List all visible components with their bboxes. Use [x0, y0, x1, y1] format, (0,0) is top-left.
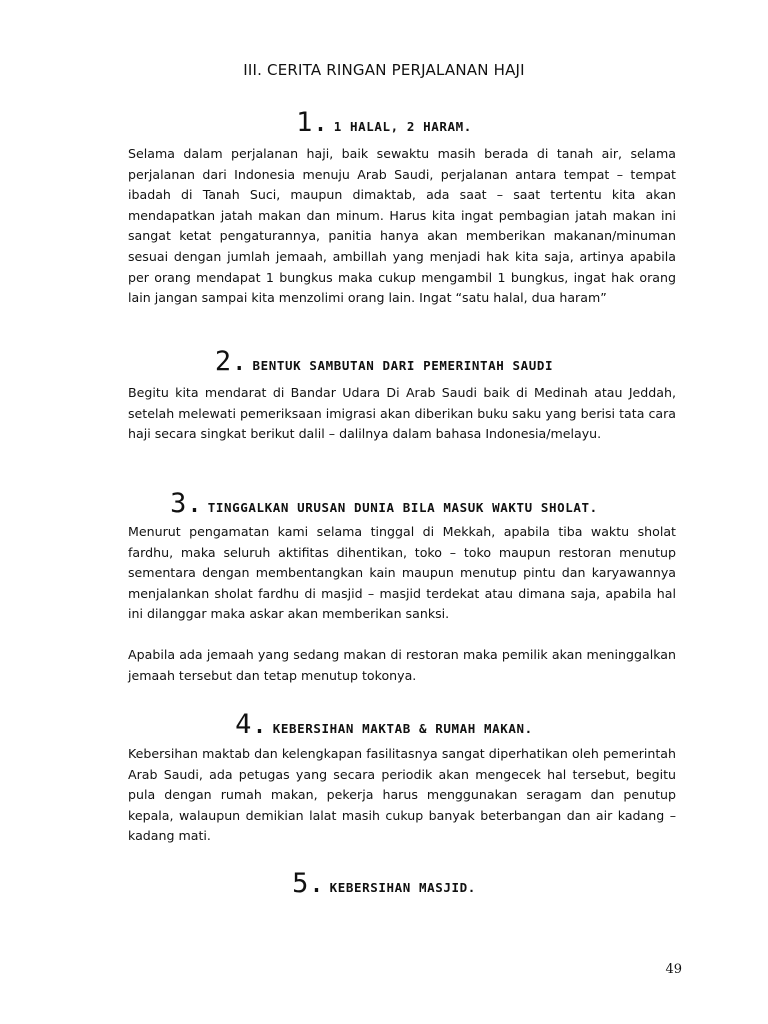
section-number: 1. — [296, 107, 329, 138]
section-2-paragraph: Begitu kita mendarat di Bandar Udara Di Arab Saudi baik di Medinah atau Jeddah, setelah melewati pemeriksaan imigrasi akan diberikan buku saku yang berisi tata cara haji secara singkat berikut dalil – dalilnya dalam bahasa Indonesia/melayu. — [128, 385, 676, 442]
section-1-paragraph: Selama dalam perjalanan haji, baik sewaktu masih berada di tanah air, selama perjalanan dari Indonesia menuju Arab Saudi, perjalanan antara tempat – tempat ibadah di Tanah Suci, maupun dimaktab, ada saat – saat tertentu kita akan mendapatkan jatah makan dan minum. Harus kita ingat pembagian jatah makan ini sangat ketat pengaturannya, panitia hanya akan memberikan makanan/minuman sesuai dengan jumlah jemaah, ambillah yang menjadi hak kita saja, artinya apabila per orang mendapat 1 bungkus maka cukup mengambil 1 bungkus, ingat hak orang lain jangan sampai kita menzolimi orang lain. Ingat “satu halal, dua haram” — [128, 146, 676, 306]
section-3-paragraph-2: Apabila ada jemaah yang sedang makan di restoran maka pemilik akan meninggalkan jemaah tersebut dan tetap menutup tokonya. — [128, 647, 676, 683]
section-heading-3 — [0, 488, 768, 519]
section-3-paragraph-1: Menurut pengamatan kami selama tinggal di Mekkah, apabila tiba waktu sholat fardhu, maka seluruh aktifitas dihentikan, toko – toko maupun restoran menutup sementara dengan membentangkan kain maupun menutup pintu dan karyawannya menjalankan sholat fardhu di masjid – masjid terdekat atau dimana saja, apabila hal ini dilanggar maka askar akan memberikan sanksi. — [128, 524, 676, 622]
section-heading-5 — [0, 868, 768, 899]
section-number: 4. — [235, 709, 268, 740]
section-title: 1 HALAL, 2 HARAM. — [333, 119, 472, 134]
section-title: KEBERSIHAN MASJID. — [329, 880, 476, 895]
section-heading-4 — [0, 709, 768, 740]
section-number: 2. — [214, 346, 248, 377]
section-4-paragraph: Kebersihan maktab dan kelengkapan fasilitasnya sangat diperhatikan oleh pemerintah Arab Saudi, ada petugas yang secara periodik akan mengecek hal tersebut, begitu pula dengan rumah makan, pekerja harus menggunakan seragam dan penutup kepala, walaupun demikian lalat masih cukup banyak beterbangan dan air kadang – kadang mati. — [128, 746, 676, 844]
section-title: KEBERSIHAN MAKTAB & RUMAH MAKAN. — [272, 721, 533, 736]
section-number: 5. — [292, 868, 325, 899]
section-heading-1 — [0, 107, 768, 138]
section-heading-2 — [0, 346, 768, 377]
section-title: TINGGALKAN URUSAN DUNIA BILA MASUK WAKTU SHOLAT. — [207, 500, 598, 515]
chapter-title: III. CERITA RINGAN PERJALANAN HAJI — [243, 61, 525, 79]
page-number: 49 — [665, 962, 682, 977]
section-title: BENTUK SAMBUTAN DARI PEMERINTAH SAUDI — [252, 358, 554, 373]
section-number: 3. — [170, 488, 203, 519]
